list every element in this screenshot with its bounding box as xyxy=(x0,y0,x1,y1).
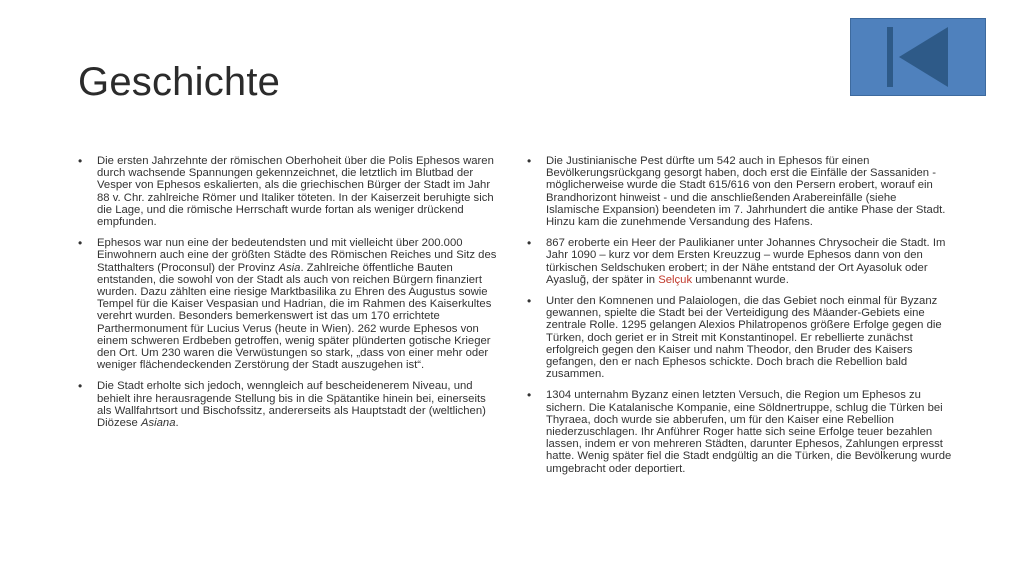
bullet-text: Unter den Komnenen und Palaiologen, die das Gebiet noch einmal für Byzanz gewannen, spielte die Stadt bei der Verteidigung des Mäander-Gebiets eine zentrale Rolle. 1295 gelangen Alexios Philatropenos größere Erfolge gegen die Türken, doch geriet er in Streit mit Konstantinopel. Er rebellierte zunächst erfolgreich gegen den Kaiser und nahm Theodor, den Bruder des Kaisers gefangen, den er nach Ephesos schickte. Doch brach die Rebellion bald zusammen. xyxy=(546,295,942,381)
skip-back-icon xyxy=(851,19,985,95)
left-column xyxy=(78,155,503,438)
previous-slide-button[interactable] xyxy=(850,18,986,96)
bullet-1304-byzantium xyxy=(527,389,952,474)
bullet-city-recovery: • Die Stadt erholte sich jedoch, wenngleich auf bescheidenerem Niveau, und behielt ihre herausragende Stellung bis in die Spätantike hinein bei, einerseits als Wallfahrtsort und Bischofssitz, andererseits als Hauptstadt der (weltlichen) Diözese Asiana. xyxy=(78,380,503,429)
bullet-komnenen-palaiologen xyxy=(527,295,952,380)
bullet-text: 1304 unternahm Byzanz einen letzten Versuch, die Region um Ephesos zu sichern. Die Katalanische Kompanie, eine Söldnertruppe, schlug die Türken bei Thyraea, doch wurde sie abberufen, um für den Kaiser eine Rebellion niederzuschlagen. Ihr Anführer Roger hatte sich seine Erfolge teuer bezahlen lassen, indem er von mehreren Städten, darunter Ephesos, Zahlungen erpresst hatte. Wenig später fiel die Stadt endgültig an die Türken, die Bevölkerung wurde umgebracht oder deportiert. xyxy=(546,389,952,475)
selcuk-link[interactable]: Selçuk xyxy=(658,273,693,286)
bullet-roman-rule xyxy=(78,155,503,228)
bullet-text: Die ersten Jahrzehnte der römischen Oberhoheit über die Polis Ephesos waren durch wachsende Spannungen gekennzeichnet, die letztlich im Blutbad der Vesper von Ephesos eskalierten, als die griechischen Bürger der Stadt im Jahr 88 v. Chr. zahlreiche Römer und Italiker töteten. In der Kaiserzeit beruhigte sich die Lage, und die römische Herrschaft wurde fortan als weniger drückend empfunden. xyxy=(97,155,494,229)
bullet-justinian-plague xyxy=(527,155,952,228)
diocese-name: Asiana xyxy=(140,417,176,430)
right-column xyxy=(527,155,952,484)
province-name: Asia xyxy=(278,261,301,274)
bullet-ephesos-major-city: • Ephesos war nun eine der bedeutendsten und mit vielleicht über 200.000 Einwohnern auch eine der größten Städte des Römischen Reiches und Sitz des Statthalters (Proconsul) der Provinz Asia. Zahlreiche öffentliche Bauten entstanden, die sowohl von der Stadt als auch von reichen Bürgern finanziert wurden. Dazu zählten eine riesige Marktbasilika zu Ehren des Augustus sowie Tempel für die Kaiser Vespasian und Hadrian, die im Rahmen des Kaiserkultes verehrt wurden. Besonders bemerkenswert ist das um 170 errichtete Parthermonument für Lucius Verus (heute in Wien). 262 wurde Ephesos von einem schweren Erdbeben getroffen, wenig später plünderten gotische Krieger den Ort. Um 230 waren die Verwüstungen so stark, „dass von einer mehr oder weniger flächendeckenden Zerstörung der Stadt auszugehen ist“. xyxy=(78,237,503,371)
bullet-seljuk-conquest: • 867 eroberte ein Heer der Paulikianer unter Johannes Chrysocheir die Stadt. Im Jahr 1090 – kurz vor dem Ersten Kreuzzug – wurde Ephesos dann von den türkischen Seldschuken erobert; in der Nähe entstand der Ort Ayasoluk oder Ayasluğ, der später in Selçuk umbenannt wurde. xyxy=(527,237,952,286)
slide-title: Geschichte xyxy=(78,60,281,104)
bullet-text: Die Justinianische Pest dürfte um 542 auch in Ephesos für einen Bevölkerungsrückgang gesorgt haben, doch erst die Einfälle der Sassaniden - möglicherweise wurde die Stadt 615/616 von den Persern erobert, worauf ein Brandhorizont hinweist - und die anschließenden Arabereinfälle (siehe Islamische Expansion) beendeten im 7. Jahrhundert die antike Phase der Stadt. Hinzu kam die zunehmende Versandung des Hafens. xyxy=(546,155,946,229)
